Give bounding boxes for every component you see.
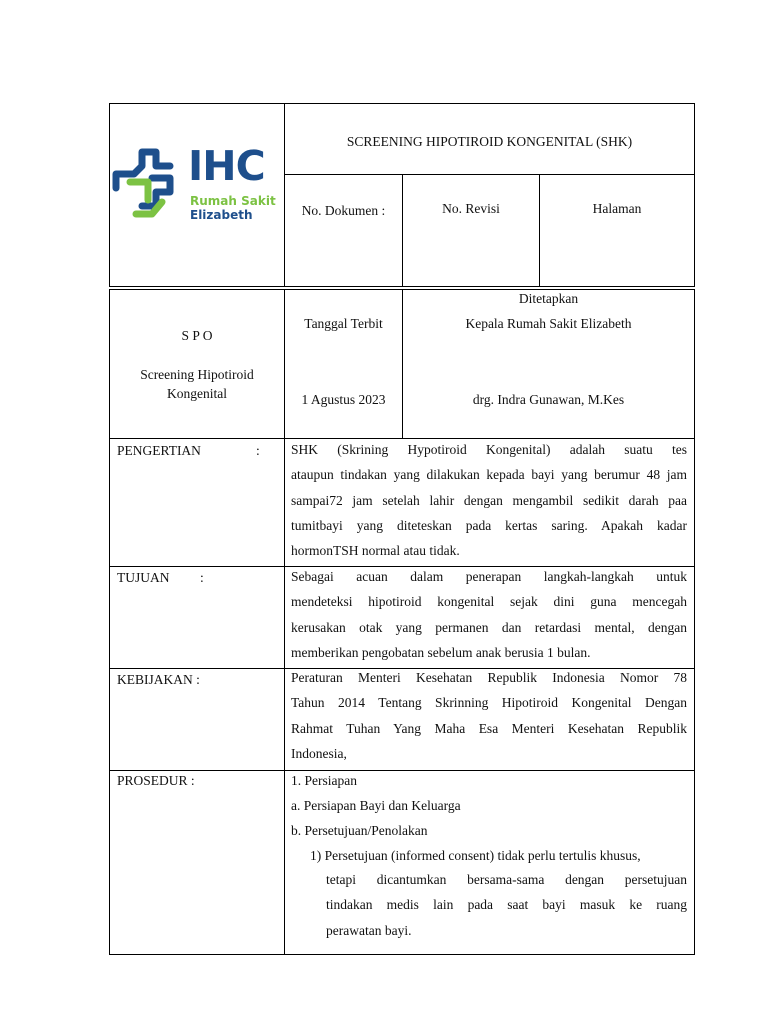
table1-col-divider-2 bbox=[539, 174, 540, 287]
row-divider-prosedur bbox=[109, 770, 695, 771]
tujuan-line: Sebagai acuan dalam penerapan langkah-langkah untuk bbox=[291, 569, 687, 584]
kebijakan-line: Rahmat Tuhan Yang Maha Esa Menteri Kesehatan Republik bbox=[291, 720, 687, 736]
kebijakan-line: Peraturan Menteri Kesehatan Republik Indonesia Nomor 78 bbox=[291, 670, 687, 685]
tujuan-colon: : bbox=[200, 570, 204, 585]
table2-border-bottom bbox=[109, 954, 695, 955]
pengertian-line: tumitbayi yang diteteskan pada kertas saring. Apakah kadar bbox=[291, 517, 687, 533]
table1-border-top bbox=[109, 103, 695, 104]
kebijakan-text bbox=[291, 665, 687, 766]
tujuan-line: mendeteksi hipotiroid kongenital sejak dini guna mencegah bbox=[291, 594, 687, 610]
tujuan-label: TUJUAN bbox=[117, 570, 170, 585]
pengertian-text bbox=[291, 437, 687, 563]
kebijakan-label: KEBIJAKAN : bbox=[117, 672, 200, 687]
tujuan-line: kerusakan otak yang permanen dan retardasi mental, dengan bbox=[291, 619, 687, 635]
prosedur-item: 1. Persiapan bbox=[291, 773, 357, 788]
kebijakan-line: Tahun 2014 Tentang Skrinning Hipotiroid Kongenital Dengan bbox=[291, 695, 687, 711]
prosedur-sub-line: 1) Persetujuan (informed consent) tidak perlu tertulis khusus, bbox=[310, 848, 641, 863]
spo-title-line2: Kongenital bbox=[167, 386, 227, 401]
kepala-label: Kepala Rumah Sakit Elizabeth bbox=[465, 316, 632, 331]
logo-line1: Rumah Sakit bbox=[190, 194, 276, 208]
prosedur-item: a. Persiapan Bayi dan Keluarga bbox=[291, 798, 461, 813]
table2-border-right bbox=[694, 289, 695, 955]
prosedur-sub-line: tetapi dicantumkan bersama-sama dengan persetujuan bbox=[326, 872, 687, 887]
hospital-logo bbox=[112, 144, 277, 222]
pengertian-line: ataupun tindakan yang dilakukan kepada bayi yang berumur 48 jam bbox=[291, 467, 687, 483]
tujuan-text bbox=[291, 564, 687, 665]
halaman-label: Halaman bbox=[592, 201, 642, 216]
table2-date-divider bbox=[402, 289, 403, 438]
tanggal-terbit-label: Tanggal Terbit bbox=[304, 316, 383, 331]
prosedur-sub-text bbox=[326, 867, 687, 943]
signer-name: drg. Indra Gunawan, M.Kes bbox=[472, 392, 625, 407]
ditetapkan-label: Ditetapkan bbox=[518, 291, 579, 306]
prosedur-sub-line: perawatan bayi. bbox=[326, 922, 412, 938]
pengertian-colon: : bbox=[256, 443, 260, 458]
table1-border-right bbox=[694, 103, 695, 287]
pengertian-line: hormonTSH normal atau tidak. bbox=[291, 543, 460, 559]
document-title: SCREENING HIPOTIROID KONGENITAL (SHK) bbox=[346, 134, 633, 149]
table1-logo-divider bbox=[284, 103, 285, 287]
no-revisi-label: No. Revisi bbox=[442, 201, 500, 216]
pengertian-label: PENGERTIAN bbox=[117, 443, 201, 458]
table1-col-divider-1 bbox=[402, 174, 403, 287]
table1-title-divider bbox=[284, 174, 695, 175]
pengertian-line: SHK (Skrining Hypotiroid Kongenital) adalah suatu tes bbox=[291, 442, 687, 457]
pengertian-line: sampai72 jam setelah lahir dengan mengambil sedikit darah paa bbox=[291, 492, 687, 508]
kebijakan-line: Indonesia, bbox=[291, 745, 347, 761]
tanggal-terbit-value: 1 Agustus 2023 bbox=[301, 392, 386, 407]
table2-label-divider bbox=[284, 289, 285, 955]
spo-label: S P O bbox=[181, 328, 213, 343]
no-dokumen-label: No. Dokumen : bbox=[301, 203, 386, 218]
logo-brand: IHC bbox=[188, 142, 265, 190]
tujuan-line: memberikan pengobatan sebelum anak berusia 1 bulan. bbox=[291, 644, 591, 660]
spo-title-line1: Screening Hipotiroid bbox=[140, 367, 254, 382]
prosedur-label: PROSEDUR : bbox=[117, 773, 195, 788]
prosedur-item: b. Persetujuan/Penolakan bbox=[291, 823, 428, 838]
table1-border-left bbox=[109, 103, 110, 287]
logo-line2: Elizabeth bbox=[190, 208, 253, 222]
prosedur-sub-line: tindakan medis lain pada saat bayi masuk ke ruang bbox=[326, 897, 687, 913]
